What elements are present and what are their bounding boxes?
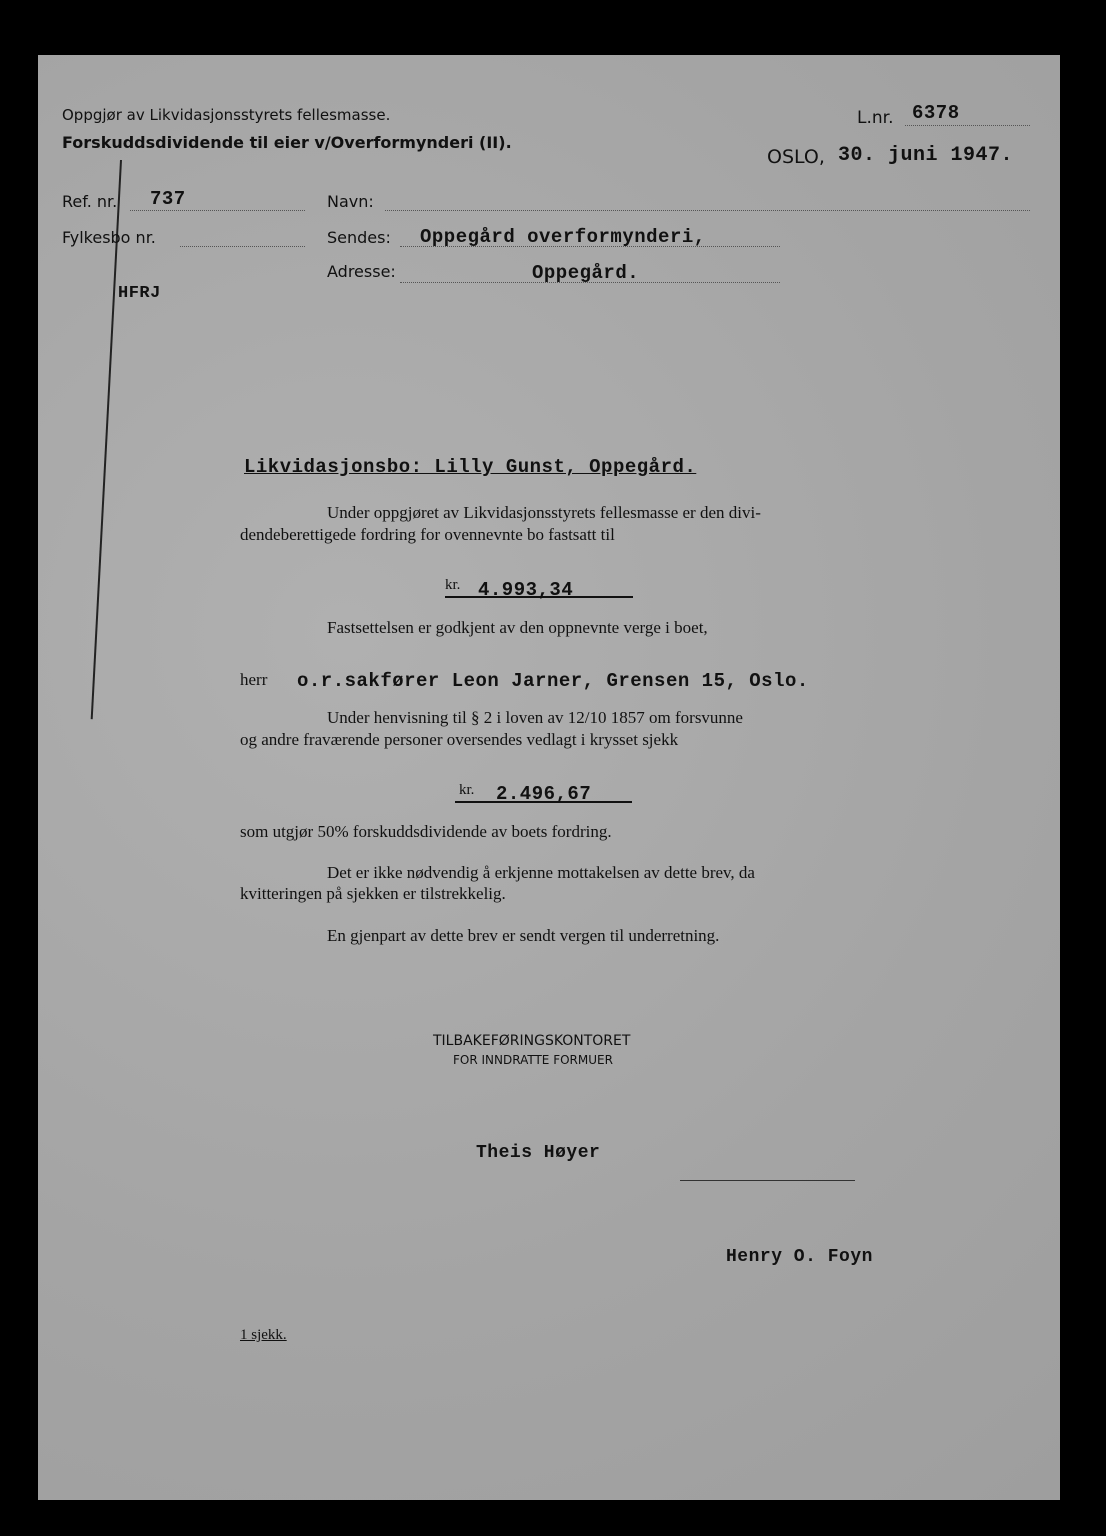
stamp: HFRJ: [118, 284, 161, 303]
header-line2: Forskuddsdividende til eier v/Overformynderi (II).: [62, 133, 512, 152]
para5-line2: kvitteringen på sjekken er tilstrekkelig.: [240, 884, 506, 903]
kr-label-2: kr.: [459, 782, 475, 798]
para3-line2: og andre fraværende personer oversendes vedlagt i krysset sjekk: [240, 730, 679, 749]
para6: En gjenpart av dette brev er sendt vergen til underretning.: [327, 926, 720, 945]
adresse-label: Adresse:: [327, 262, 396, 281]
navn-label: Navn:: [327, 192, 374, 211]
lnr-value: 6378: [912, 102, 960, 124]
signer-2: Henry O. Foyn: [726, 1247, 873, 1267]
amount-check: 2.496,67: [496, 783, 592, 805]
header-line1: Oppgjør av Likvidasjonsstyrets fellesmasse.: [62, 106, 391, 124]
sendes-label: Sendes:: [327, 228, 391, 247]
org-line2: FOR INNDRATTE FORMUER: [453, 1053, 613, 1067]
para5-line1: Det er ikke nødvendig å erkjenne mottakelsen av dette brev, da: [327, 863, 755, 882]
para4: som utgjør 50% forskuddsdividende av boets fordring.: [240, 822, 612, 841]
adresse-value: Oppegård.: [532, 262, 640, 284]
ref-value: 737: [150, 188, 186, 210]
sendes-value: Oppegård overformynderi,: [420, 226, 706, 248]
city: OSLO,: [767, 146, 825, 168]
para1-line2: dendeberettigede fordring for ovennevnte bo fastsatt til: [240, 525, 615, 544]
amount-claim: 4.993,34: [478, 579, 574, 601]
estate-heading: Likvidasjonsbo: Lilly Gunst, Oppegård.: [244, 456, 697, 478]
fylkesbo-label: Fylkesbo nr.: [62, 228, 156, 247]
kr-label-1: kr.: [445, 577, 461, 593]
para1-line1: Under oppgjøret av Likvidasjonsstyrets fellesmasse er den divi-: [327, 503, 761, 522]
signer-1: Theis Høyer: [476, 1143, 601, 1163]
date: 30. juni 1947.: [838, 144, 1014, 167]
org-line1: TILBAKEFØRINGSKONTORET: [433, 1033, 631, 1049]
lnr-label: L.nr.: [857, 108, 894, 128]
para2: Fastsettelsen er godkjent av den oppnevnte verge i boet,: [327, 618, 708, 637]
guardian: o.r.sakfører Leon Jarner, Grensen 15, Oslo.: [297, 670, 809, 692]
ref-label: Ref. nr.: [62, 192, 118, 211]
enclosure: 1 sjekk.: [240, 1327, 287, 1343]
para3-line1: Under henvisning til § 2 i loven av 12/10 1857 om forsvunne: [327, 708, 743, 727]
herr-label: herr: [240, 670, 268, 689]
